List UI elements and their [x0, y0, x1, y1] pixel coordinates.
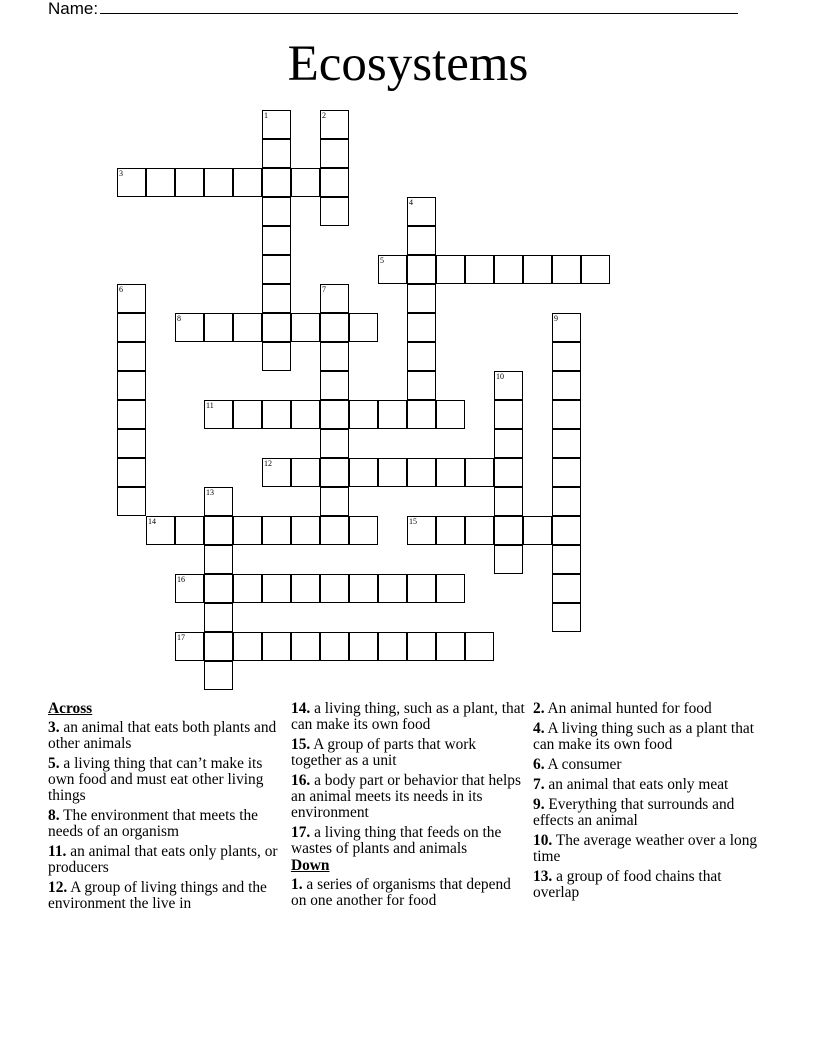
grid-cell[interactable]: [320, 574, 349, 603]
grid-cell[interactable]: [552, 487, 581, 516]
grid-cell[interactable]: [407, 632, 436, 661]
grid-cell[interactable]: [378, 574, 407, 603]
grid-cell[interactable]: [436, 516, 465, 545]
clue-across-17: [291, 825, 527, 857]
clue-down-7: [533, 777, 769, 793]
grid-cell[interactable]: [262, 400, 291, 429]
cell-number: 15: [409, 517, 417, 526]
clue-number: 5.: [48, 755, 60, 772]
clue-number: 6.: [533, 756, 545, 773]
clue-across-5: [48, 756, 284, 804]
grid-cell[interactable]: [204, 168, 233, 197]
clues-column-3: [533, 701, 769, 905]
grid-cell[interactable]: [320, 342, 349, 371]
cell-number: 10: [496, 372, 504, 381]
cell-number: 5: [380, 256, 384, 265]
grid-cell[interactable]: [494, 371, 523, 400]
grid-cell[interactable]: [552, 400, 581, 429]
name-label: Name:: [48, 0, 99, 18]
grid-cell[interactable]: [407, 226, 436, 255]
grid-cell[interactable]: [494, 458, 523, 487]
clue-number: 7.: [533, 776, 545, 793]
clue-across-11: [48, 844, 284, 876]
clue-across-8: [48, 808, 284, 840]
grid-cell[interactable]: [465, 632, 494, 661]
grid-cell[interactable]: [407, 313, 436, 342]
clue-text: A group of parts that work together as a unit: [291, 736, 477, 769]
grid-cell[interactable]: [407, 371, 436, 400]
clue-down-1: [291, 877, 527, 909]
cell-number: 7: [322, 285, 326, 294]
grid-cell[interactable]: [262, 255, 291, 284]
grid-cell[interactable]: [291, 168, 320, 197]
clue-text: The environment that meets the needs of an organism: [48, 807, 259, 840]
grid-cell[interactable]: [320, 139, 349, 168]
grid-cell[interactable]: [175, 516, 204, 545]
grid-cell[interactable]: [349, 632, 378, 661]
grid-cell[interactable]: [436, 574, 465, 603]
clues-column-2: [291, 701, 527, 913]
grid-cell[interactable]: [320, 632, 349, 661]
grid-cell[interactable]: [320, 458, 349, 487]
clue-down-2: [533, 701, 769, 717]
clue-text: a living thing that feeds on the wastes of plants and animals: [291, 824, 502, 857]
clue-text: A group of living things and the environment the live in: [48, 879, 267, 912]
grid-cell[interactable]: [552, 429, 581, 458]
grid-cell[interactable]: [320, 429, 349, 458]
clue-text: a living thing that can’t make its own food and must eat other living things: [48, 755, 264, 804]
grid-cell[interactable]: [320, 110, 349, 139]
grid-cell[interactable]: [262, 168, 291, 197]
grid-cell[interactable]: [262, 226, 291, 255]
clue-down-9: [533, 797, 769, 829]
grid-cell[interactable]: [204, 313, 233, 342]
grid-cell[interactable]: [407, 342, 436, 371]
grid-cell[interactable]: [378, 458, 407, 487]
grid-cell[interactable]: [262, 139, 291, 168]
grid-cell[interactable]: [320, 487, 349, 516]
grid-cell[interactable]: [552, 255, 581, 284]
clue-across-12: [48, 880, 284, 912]
grid-cell[interactable]: [407, 574, 436, 603]
grid-cell[interactable]: [117, 168, 146, 197]
grid-cell[interactable]: [465, 516, 494, 545]
grid-cell[interactable]: [233, 632, 262, 661]
grid-cell[interactable]: [436, 632, 465, 661]
grid-cell[interactable]: [552, 603, 581, 632]
grid-cell[interactable]: [146, 516, 175, 545]
grid-cell[interactable]: [552, 342, 581, 371]
clue-text: Everything that surrounds and effects an animal: [533, 796, 735, 829]
grid-cell[interactable]: [262, 313, 291, 342]
grid-cell[interactable]: [291, 574, 320, 603]
clue-across-3: [48, 720, 284, 752]
grid-cell[interactable]: [291, 400, 320, 429]
grid-cell[interactable]: [494, 516, 523, 545]
cell-number: 4: [409, 198, 413, 207]
cell-number: 3: [119, 169, 123, 178]
grid-cell[interactable]: [262, 574, 291, 603]
clue-number: 16.: [291, 772, 311, 789]
grid-cell[interactable]: [291, 516, 320, 545]
grid-cell[interactable]: [262, 632, 291, 661]
grid-cell[interactable]: [262, 197, 291, 226]
clue-down-13: [533, 869, 769, 901]
grid-cell[interactable]: [262, 342, 291, 371]
clue-across-14: [291, 701, 527, 733]
clue-number: 11.: [48, 843, 67, 860]
clue-text: A consumer: [547, 756, 622, 773]
grid-cell[interactable]: [175, 574, 204, 603]
grid-cell[interactable]: [407, 516, 436, 545]
clue-text: an animal that eats only plants, or producers: [48, 843, 278, 876]
grid-cell[interactable]: [320, 284, 349, 313]
grid-cell[interactable]: [349, 313, 378, 342]
clue-number: 14.: [291, 700, 311, 717]
clue-number: 3.: [48, 719, 60, 736]
grid-cell[interactable]: [378, 255, 407, 284]
clue-text: an animal that eats only meat: [548, 776, 729, 793]
clue-text: a series of organisms that depend on one another for food: [291, 876, 511, 909]
cell-number: 14: [148, 517, 156, 526]
grid-cell[interactable]: [117, 284, 146, 313]
clue-number: 9.: [533, 796, 545, 813]
grid-cell[interactable]: [204, 487, 233, 516]
clue-across-16: [291, 773, 527, 821]
grid-cell[interactable]: [552, 545, 581, 574]
grid-cell[interactable]: [233, 574, 262, 603]
cell-number: 1: [264, 111, 268, 120]
grid-cell[interactable]: [291, 458, 320, 487]
grid-cell[interactable]: [320, 197, 349, 226]
cell-number: 13: [206, 488, 214, 497]
grid-cell[interactable]: [175, 313, 204, 342]
clue-text: A living thing such as a plant that can make its own food: [533, 720, 755, 753]
grid-cell[interactable]: [320, 371, 349, 400]
grid-cell[interactable]: [552, 313, 581, 342]
grid-cell[interactable]: [407, 400, 436, 429]
clue-text: an animal that eats both plants and other animals: [48, 719, 277, 752]
cell-number: 9: [554, 314, 558, 323]
grid-cell[interactable]: [523, 516, 552, 545]
cell-number: 6: [119, 285, 123, 294]
grid-cell[interactable]: [117, 371, 146, 400]
grid-cell[interactable]: [204, 632, 233, 661]
grid-cell[interactable]: [233, 400, 262, 429]
cell-number: 8: [177, 314, 181, 323]
grid-cell[interactable]: [552, 516, 581, 545]
grid-cell[interactable]: [117, 400, 146, 429]
grid-cell[interactable]: [320, 516, 349, 545]
clue-text: a body part or behavior that helps an animal meets its needs in its environment: [291, 772, 521, 821]
grid-cell[interactable]: [494, 255, 523, 284]
clue-text: a group of food chains that overlap: [533, 868, 722, 901]
grid-cell[interactable]: [465, 458, 494, 487]
grid-cell[interactable]: [204, 603, 233, 632]
cell-number: 11: [206, 401, 214, 410]
across-heading: Across: [48, 700, 93, 717]
grid-cell[interactable]: [291, 313, 320, 342]
clue-number: 15.: [291, 736, 311, 753]
grid-cell[interactable]: [436, 255, 465, 284]
clue-text: The average weather over a long time: [533, 832, 758, 865]
grid-cell[interactable]: [262, 284, 291, 313]
grid-cell[interactable]: [262, 516, 291, 545]
grid-cell[interactable]: [523, 255, 552, 284]
page-title: Ecosystems: [287, 36, 529, 92]
grid-cell[interactable]: [349, 516, 378, 545]
grid-cell[interactable]: [204, 661, 233, 690]
grid-cell[interactable]: [117, 313, 146, 342]
grid-cell[interactable]: [320, 168, 349, 197]
clue-across-15: [291, 737, 527, 769]
grid-cell[interactable]: [494, 429, 523, 458]
grid-cell[interactable]: [117, 458, 146, 487]
grid-cell[interactable]: [117, 429, 146, 458]
clue-text: a living thing, such as a plant, that can make its own food: [291, 700, 525, 733]
grid-cell[interactable]: [436, 400, 465, 429]
grid-cell[interactable]: [262, 110, 291, 139]
grid-cell[interactable]: [552, 574, 581, 603]
grid-cell[interactable]: [117, 342, 146, 371]
grid-cell[interactable]: [291, 632, 320, 661]
clue-down-6: [533, 757, 769, 773]
grid-cell[interactable]: [233, 313, 262, 342]
grid-cell[interactable]: [494, 487, 523, 516]
grid-cell[interactable]: [349, 574, 378, 603]
grid-cell[interactable]: [204, 545, 233, 574]
clue-number: 4.: [533, 720, 545, 737]
cell-number: 16: [177, 575, 185, 584]
grid-cell[interactable]: [494, 400, 523, 429]
clue-number: 10.: [533, 832, 553, 849]
grid-cell[interactable]: [204, 400, 233, 429]
grid-cell[interactable]: [407, 284, 436, 313]
grid-cell[interactable]: [262, 458, 291, 487]
clue-number: 2.: [533, 700, 545, 717]
grid-cell[interactable]: [117, 487, 146, 516]
grid-cell[interactable]: [581, 255, 610, 284]
grid-cell[interactable]: [407, 255, 436, 284]
name-underline[interactable]: [100, 0, 738, 14]
grid-cell[interactable]: [204, 516, 233, 545]
grid-cell[interactable]: [233, 516, 262, 545]
grid-cell[interactable]: [378, 632, 407, 661]
grid-cell[interactable]: [146, 168, 175, 197]
grid-cell[interactable]: [407, 458, 436, 487]
grid-cell[interactable]: [436, 458, 465, 487]
clue-text: An animal hunted for food: [547, 700, 712, 717]
cell-number: 17: [177, 633, 185, 642]
name-field[interactable]: [48, 0, 738, 19]
cell-number: 12: [264, 459, 272, 468]
grid-cell[interactable]: [320, 400, 349, 429]
grid-cell[interactable]: [349, 400, 378, 429]
grid-cell[interactable]: [175, 632, 204, 661]
grid-cell[interactable]: [349, 458, 378, 487]
grid-cell[interactable]: [378, 400, 407, 429]
clue-number: 13.: [533, 868, 553, 885]
clue-number: 8.: [48, 807, 60, 824]
cell-number: 2: [322, 111, 326, 120]
clue-down-10: [533, 833, 769, 865]
grid-cell[interactable]: [233, 168, 262, 197]
grid-cell[interactable]: [175, 168, 204, 197]
clue-down-4: [533, 721, 769, 753]
clue-number: 1.: [291, 876, 303, 893]
grid-cell[interactable]: [407, 197, 436, 226]
grid-cell[interactable]: [552, 458, 581, 487]
grid-cell[interactable]: [465, 255, 494, 284]
down-heading: Down: [291, 857, 330, 874]
grid-cell[interactable]: [320, 313, 349, 342]
grid-cell[interactable]: [204, 574, 233, 603]
grid-cell[interactable]: [494, 545, 523, 574]
clues-column-1: [48, 701, 284, 916]
grid-cell[interactable]: [552, 371, 581, 400]
clue-number: 17.: [291, 824, 311, 841]
clue-number: 12.: [48, 879, 68, 896]
